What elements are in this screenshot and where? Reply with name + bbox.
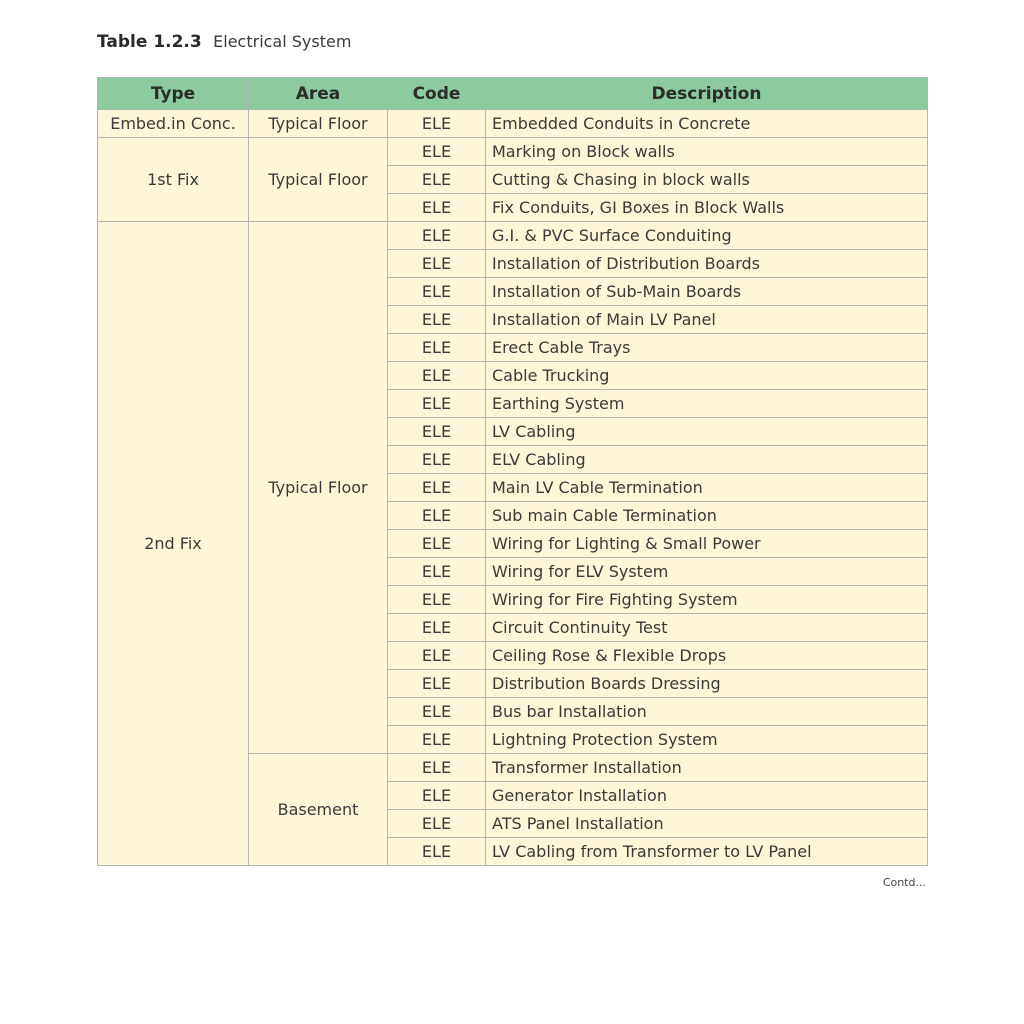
code-cell: ELE bbox=[388, 642, 486, 670]
description-cell: Installation of Distribution Boards bbox=[486, 250, 928, 278]
description-cell: Main LV Cable Termination bbox=[486, 474, 928, 502]
description-cell: Distribution Boards Dressing bbox=[486, 670, 928, 698]
column-header-description: Description bbox=[486, 78, 928, 110]
description-cell: Cutting & Chasing in block walls bbox=[486, 166, 928, 194]
code-cell: ELE bbox=[388, 250, 486, 278]
code-cell: ELE bbox=[388, 278, 486, 306]
table-row bbox=[98, 138, 928, 166]
code-cell: ELE bbox=[388, 306, 486, 334]
continued-note: Contd... bbox=[882, 876, 926, 889]
code-cell: ELE bbox=[388, 138, 486, 166]
code-cell: ELE bbox=[388, 502, 486, 530]
electrical-system-table bbox=[97, 77, 928, 866]
description-cell: Installation of Sub-Main Boards bbox=[486, 278, 928, 306]
description-cell: Installation of Main LV Panel bbox=[486, 306, 928, 334]
code-cell: ELE bbox=[388, 334, 486, 362]
description-cell: Sub main Cable Termination bbox=[486, 502, 928, 530]
code-cell: ELE bbox=[388, 390, 486, 418]
column-header-code: Code bbox=[388, 78, 486, 110]
table-body bbox=[98, 110, 928, 866]
code-cell: ELE bbox=[388, 530, 486, 558]
description-cell: Cable Trucking bbox=[486, 362, 928, 390]
description-cell: LV Cabling bbox=[486, 418, 928, 446]
description-cell: LV Cabling from Transformer to LV Panel bbox=[486, 838, 928, 866]
description-cell: G.I. & PVC Surface Conduiting bbox=[486, 222, 928, 250]
description-cell: ATS Panel Installation bbox=[486, 810, 928, 838]
code-cell: ELE bbox=[388, 670, 486, 698]
code-cell: ELE bbox=[388, 586, 486, 614]
table-caption bbox=[97, 30, 351, 54]
description-cell: Fix Conduits, GI Boxes in Block Walls bbox=[486, 194, 928, 222]
column-header-area: Area bbox=[249, 78, 388, 110]
area-cell: Typical Floor bbox=[249, 222, 388, 754]
code-cell: ELE bbox=[388, 362, 486, 390]
type-cell: 2nd Fix bbox=[98, 222, 249, 866]
description-cell: Erect Cable Trays bbox=[486, 334, 928, 362]
code-cell: ELE bbox=[388, 838, 486, 866]
table-number: Table 1.2.3 bbox=[97, 32, 202, 52]
code-cell: ELE bbox=[388, 754, 486, 782]
description-cell: Earthing System bbox=[486, 390, 928, 418]
code-cell: ELE bbox=[388, 558, 486, 586]
description-cell: Circuit Continuity Test bbox=[486, 614, 928, 642]
description-cell: Lightning Protection System bbox=[486, 726, 928, 754]
code-cell: ELE bbox=[388, 474, 486, 502]
code-cell: ELE bbox=[388, 726, 486, 754]
table-title: Electrical System bbox=[213, 32, 352, 51]
code-cell: ELE bbox=[388, 222, 486, 250]
description-cell: Wiring for Lighting & Small Power bbox=[486, 530, 928, 558]
code-cell: ELE bbox=[388, 194, 486, 222]
code-cell: ELE bbox=[388, 698, 486, 726]
description-cell: Wiring for ELV System bbox=[486, 558, 928, 586]
description-cell: ELV Cabling bbox=[486, 446, 928, 474]
description-cell: Embedded Conduits in Concrete bbox=[486, 110, 928, 138]
column-header-type: Type bbox=[98, 78, 249, 110]
area-cell: Typical Floor bbox=[249, 110, 388, 138]
code-cell: ELE bbox=[388, 446, 486, 474]
type-cell: Embed.in Conc. bbox=[98, 110, 249, 138]
header-row bbox=[98, 78, 928, 110]
area-cell: Basement bbox=[249, 754, 388, 866]
description-cell: Marking on Block walls bbox=[486, 138, 928, 166]
code-cell: ELE bbox=[388, 810, 486, 838]
code-cell: ELE bbox=[388, 782, 486, 810]
code-cell: ELE bbox=[388, 614, 486, 642]
description-cell: Ceiling Rose & Flexible Drops bbox=[486, 642, 928, 670]
code-cell: ELE bbox=[388, 166, 486, 194]
code-cell: ELE bbox=[388, 418, 486, 446]
description-cell: Generator Installation bbox=[486, 782, 928, 810]
description-cell: Bus bar Installation bbox=[486, 698, 928, 726]
description-cell: Transformer Installation bbox=[486, 754, 928, 782]
area-cell: Typical Floor bbox=[249, 138, 388, 222]
description-cell: Wiring for Fire Fighting System bbox=[486, 586, 928, 614]
code-cell: ELE bbox=[388, 110, 486, 138]
table-row bbox=[98, 222, 928, 250]
type-cell: 1st Fix bbox=[98, 138, 249, 222]
table-row bbox=[98, 110, 928, 138]
